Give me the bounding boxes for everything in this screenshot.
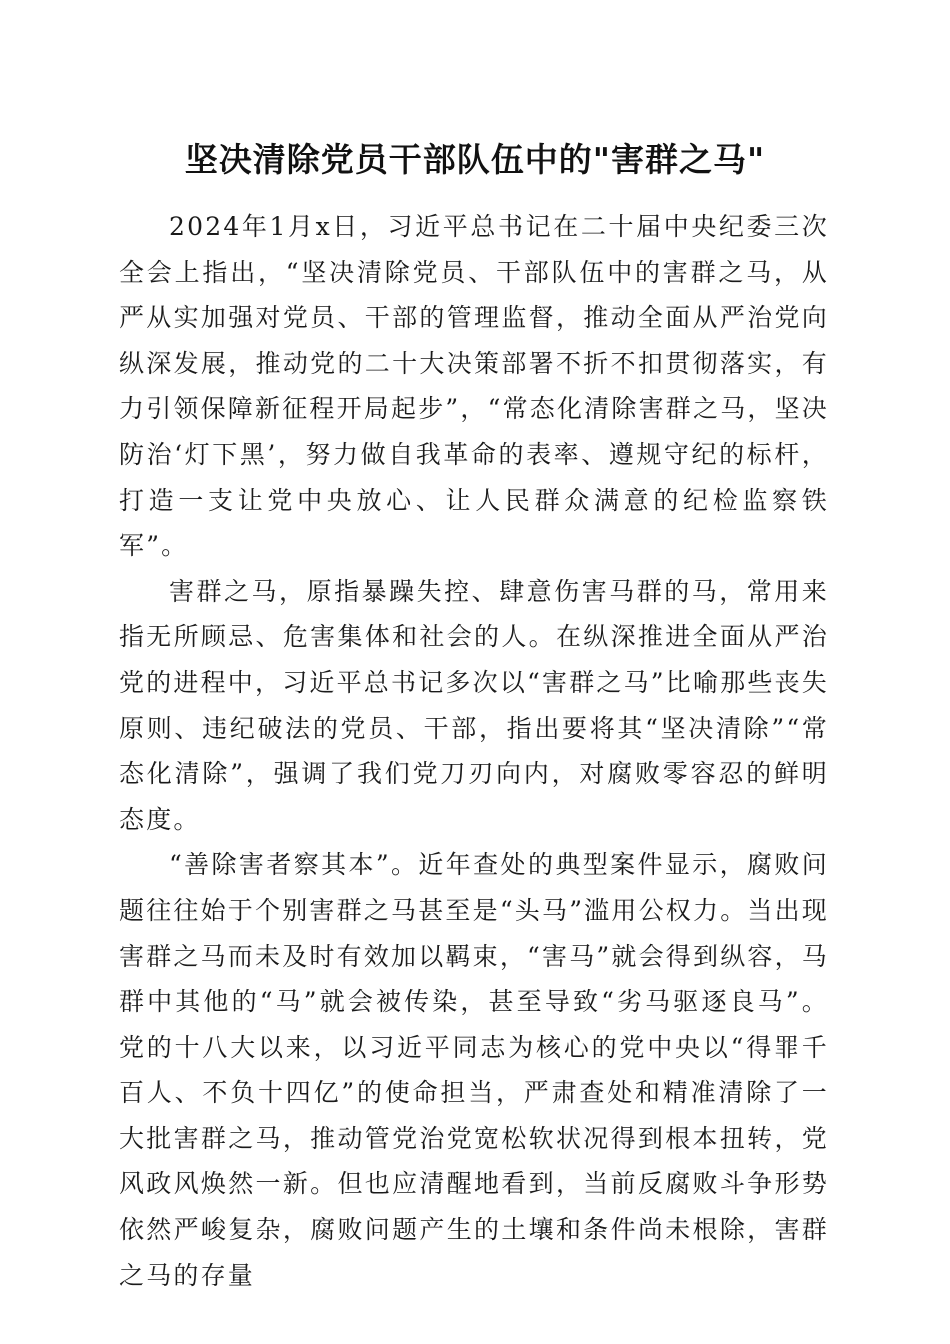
document-body (119, 204, 829, 1298)
document-title: 坚决清除党员干部队伍中的"害群之马" (184, 140, 766, 179)
paragraph-3: “善除害者察其本”。近年查处的典型案件显示，腐败问题往往始于个别害群之马甚至是“头马”滥用公权力。当出现害群之马而未及时有效加以羁束，“害马”就会得到纵容，马群中其他的“马”就会被传染，甚至导致“劣马驱逐良马”。党的十八大以来，以习近平同志为核心的党中央以“得罪千百人、不负十四亿”的使命担当，严肃查处和精准清除了一大批害群之马，推动管党治党宽松软状况得到根本扭转，党风政风焕然一新。但也应清醒地看到，当前反腐败斗争形势依然严峻复杂，腐败问题产生的土壤和条件尚未根除，害群之马的存量 (119, 850, 829, 1290)
paragraph-2: 害群之马，原指暴躁失控、肆意伤害马群的马，常用来指无所顾忌、危害集体和社会的人。在纵深推进全面从严治党的进程中，习近平总书记多次以“害群之马”比喻那些丧失原则、违纪破法的党员、干部，指出要将其“坚决清除”“常态化清除”，强调了我们党刀刃向内，对腐败零容忍的鲜明态度。 (119, 576, 829, 834)
paragraph-1: 2024年1月x日，习近平总书记在二十届中央纪委三次全会上指出，“坚决清除党员、干部队伍中的害群之马，从严从实加强对党员、干部的管理监督，推动全面从严治党向纵深发展，推动党的二十大决策部署不折不扣贯彻落实，有力引领保障新征程开局起步”，“常态化清除害群之马，坚决防治‘灯下黑’，努力做自我革命的表率、遵规守纪的标杆，打造一支让党中央放心、让人民群众满意的纪检监察铁军”。 (119, 212, 829, 561)
